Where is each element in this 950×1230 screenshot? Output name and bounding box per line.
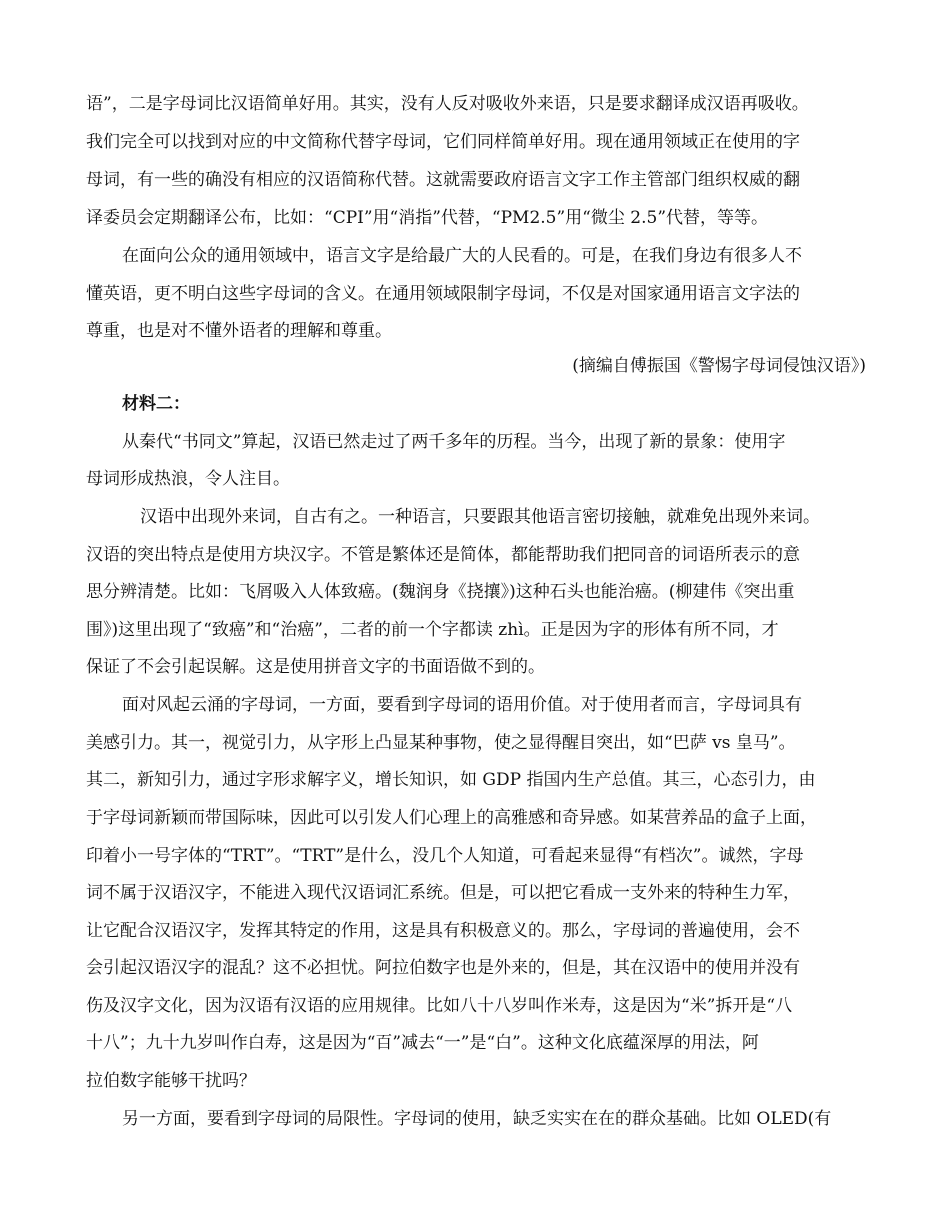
paragraph-1-line-3: 母词，有一些的确没有相应的汉语简称代替。这就需要政府语言文字工作主管部门组织权威的翻	[86, 170, 800, 190]
source-citation: (摘编自傅振国《警惕字母词侵蚀汉语》)	[572, 356, 866, 376]
paragraph-1-line-4: 译委员会定期翻译公布，比如：“CPI”用“消指”代替，“PM2.5”用“微尘 2.5”代替，等等。	[86, 208, 769, 228]
paragraph-4-line-2: 汉语的突出特点是使用方块汉字。不管是繁体还是简体，都能帮助我们把同音的词语所表示的意	[86, 545, 800, 565]
paragraph-1-line-2: 我们完全可以找到对应的中文简称代替字母词，它们同样简单好用。现在通用领域正在使用的字	[86, 132, 800, 152]
paragraph-5-line-11: 拉伯数字能够干扰吗？	[86, 1071, 256, 1091]
paragraph-5-line-1: 面对风起云涌的字母词，一方面，要看到字母词的语用价值。对于使用者而言，字母词具有	[122, 695, 802, 715]
section-heading: 材料二：	[122, 394, 190, 414]
paragraph-5-line-6: 词不属于汉语汉字，不能进入现代汉语词汇系统。但是，可以把它看成一支外来的特种生力军，	[86, 883, 800, 903]
paragraph-2-line-2: 懂英语，更不明白这些字母词的含义。在通用领域限制字母词，不仅是对国家通用语言文字法的	[86, 284, 800, 304]
paragraph-5-line-3: 其二，新知引力，通过字形求解字义，增长知识，如 GDP 指国内生产总值。其三，心态引力，由	[86, 770, 816, 790]
paragraph-4-line-4: 围》)这里出现了“致癌”和“治癌”，二者的前一个字都读 zhì。正是因为字的形体有所不同，才	[86, 620, 779, 640]
paragraph-3-line-1: 从秦代“书同文”算起，汉语已然走过了两千多年的历程。当今，出现了新的景象：使用字	[122, 432, 786, 452]
paragraph-4-line-1: 汉语中出现外来词，自古有之。一种语言，只要跟其他语言密切接触，就难免出现外来词。	[140, 507, 820, 527]
paragraph-5-line-7: 让它配合汉语汉字，发挥其特定的作用，这是具有积极意义的。那么，字母词的普遍使用，会不	[86, 921, 800, 941]
paragraph-3-line-2: 母词形成热浪，令人注目。	[86, 469, 290, 489]
paragraph-2-line-3: 尊重，也是对不懂外语者的理解和尊重。	[86, 321, 392, 341]
paragraph-4-line-3: 思分辨清楚。比如：飞屑吸入人体致癌。(魏润身《挠攘》)这种石头也能治癌。(柳建伟《突出重	[86, 582, 795, 602]
paragraph-6-line-1: 另一方面，要看到字母词的局限性。字母词的使用，缺乏实实在在的群众基础。比如 OLED(有	[122, 1109, 832, 1129]
paragraph-5-line-2: 美感引力。其一，视觉引力，从字形上凸显某种事物，使之显得醒目突出，如“巴萨 vs 皇马”。	[86, 733, 796, 753]
paragraph-5-line-9: 伤及汉字文化，因为汉语有汉语的应用规律。比如八十八岁叫作米寿，这是因为“米”拆开是“八	[86, 996, 793, 1016]
paragraph-4-line-5: 保证了不会引起误解。这是使用拼音文字的书面语做不到的。	[86, 657, 545, 677]
paragraph-5-line-4: 于字母词新颖而带国际味，因此可以引发人们心理上的高雅感和奇异感。如某营养品的盒子上面，	[86, 808, 817, 828]
paragraph-2-line-1: 在面向公众的通用领域中，语言文字是给最广大的人民看的。可是，在我们身边有很多人不	[122, 246, 802, 266]
paragraph-5-line-10: 十八”；九十九岁叫作白寿，这是因为“百”减去“一”是“白”。这种文化底蕴深厚的用法，阿	[86, 1033, 759, 1053]
paragraph-5-line-8: 会引起汉语汉字的混乱？这不必担忧。阿拉伯数字也是外来的，但是，其在汉语中的使用并没有	[86, 958, 800, 978]
paragraph-1-line-1: 语”，二是字母词比汉语简单好用。其实，没有人反对吸收外来语，只是要求翻译成汉语再吸收。	[86, 94, 809, 114]
paragraph-5-line-5: 印着小一号字体的“TRT”。“TRT”是什么，没几个人知道，可看起来显得“有档次”。诚然，字母	[86, 846, 804, 866]
